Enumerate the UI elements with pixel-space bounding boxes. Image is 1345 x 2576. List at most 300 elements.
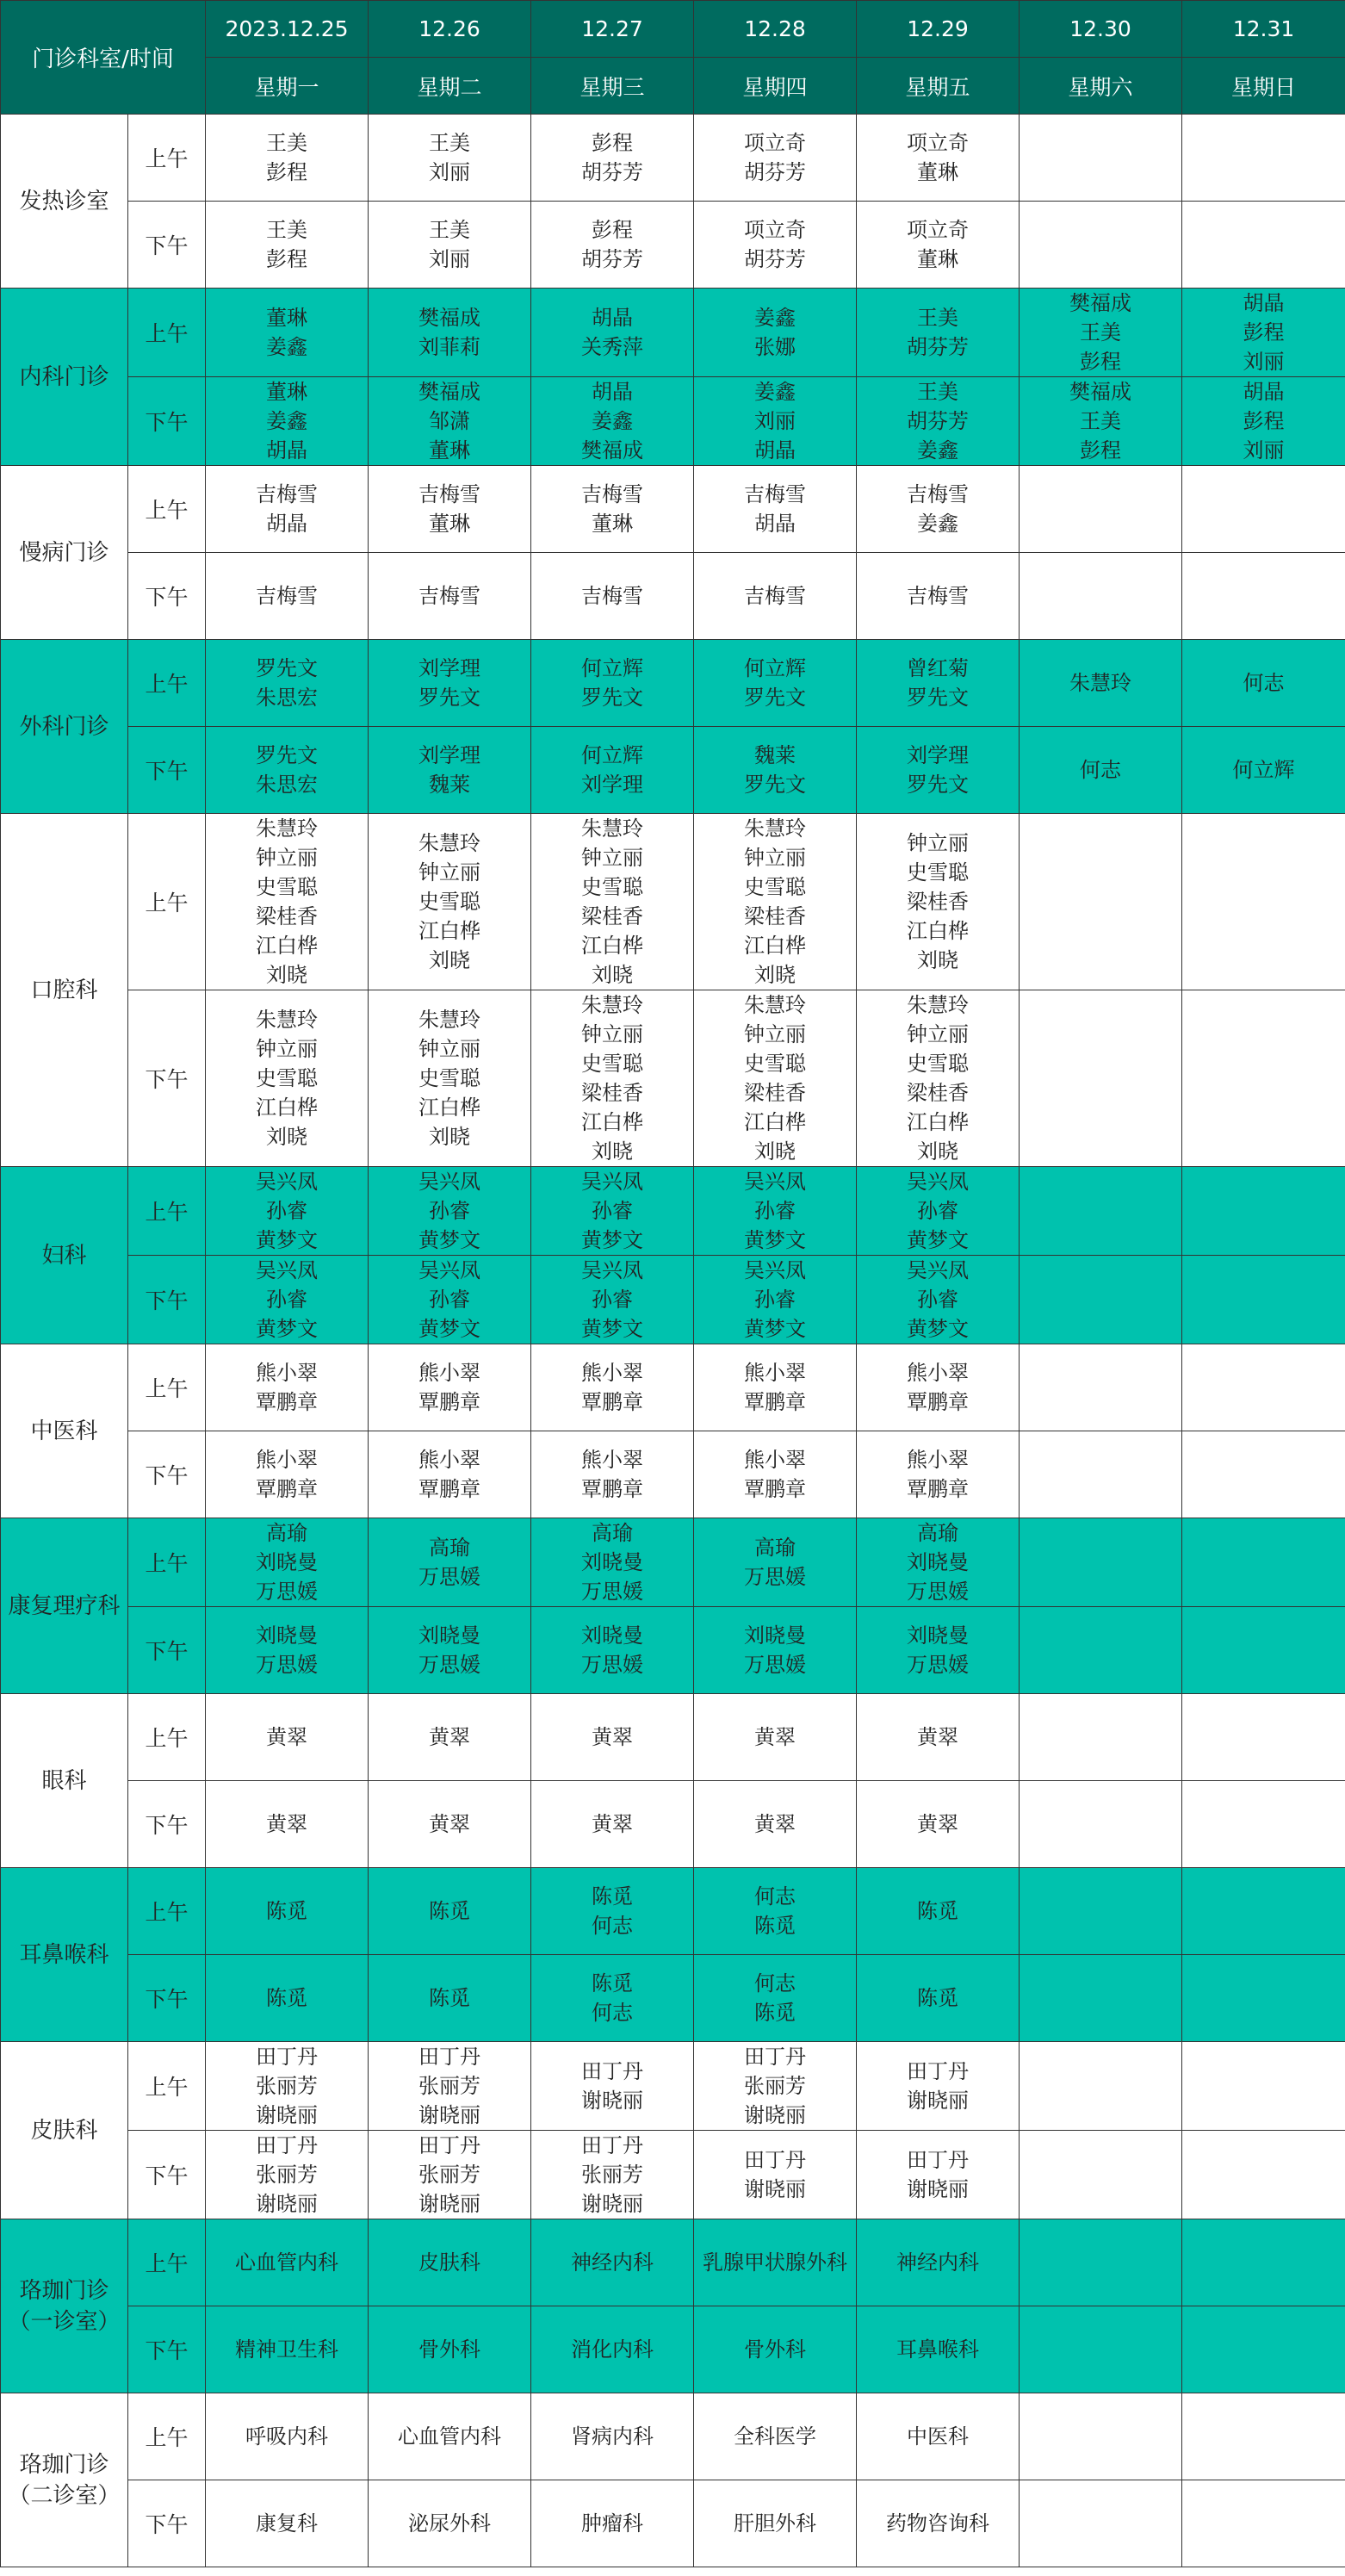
schedule-cell	[369, 727, 531, 814]
schedule-cell	[531, 2042, 694, 2131]
session-label: 下午	[128, 990, 206, 1167]
schedule-cell	[206, 202, 369, 289]
doctor-name: 刘学理	[418, 656, 481, 680]
doctor-name: 刘丽	[429, 160, 471, 184]
schedule-cell	[1182, 202, 1345, 289]
doctor-name: 肝胆外科	[734, 2511, 817, 2536]
department-name: 耳鼻喉科	[1, 1868, 128, 2042]
doctor-name: 熊小翠	[744, 1448, 807, 1472]
doctor-name: 黄翠	[266, 1725, 308, 1749]
schedule-cell	[857, 2131, 1020, 2219]
session-label: 上午	[128, 2219, 206, 2306]
schedule-cell	[694, 202, 857, 289]
schedule-cell	[1182, 2393, 1345, 2480]
schedule-cell	[1020, 2219, 1182, 2306]
doctor-name: 吴兴凤	[744, 1258, 807, 1282]
doctor-name: 樊福成	[581, 438, 644, 462]
doctor-name: 朱思宏	[256, 686, 319, 710]
doctor-name: 钟立丽	[256, 1037, 319, 1061]
session-label: 上午	[128, 1868, 206, 1955]
schedule-cell	[857, 289, 1020, 377]
doctor-name: 神经内科	[896, 2250, 980, 2275]
schedule-cell	[531, 727, 694, 814]
doctor-name: 陈觅	[266, 1986, 308, 2010]
doctor-name: 钟立丽	[581, 1022, 644, 1046]
doctor-name: 覃鹏章	[907, 1477, 970, 1501]
doctor-name: 吴兴凤	[581, 1170, 644, 1194]
schedule-cell	[1020, 990, 1182, 1167]
doctor-name: 胡芬芳	[907, 409, 970, 433]
session-label: 下午	[128, 1607, 206, 1694]
header-date: 2023.12.25	[206, 1, 369, 58]
doctor-name: 万思媛	[907, 1580, 970, 1604]
doctor-name: 史雪聪	[907, 1052, 970, 1076]
header-weekday: 星期二	[369, 58, 531, 115]
doctor-name: 高瑜	[917, 1521, 959, 1545]
doctor-name: 董琳	[266, 306, 308, 330]
doctor-name: 曾红菊	[907, 656, 970, 680]
schedule-cell	[1182, 1955, 1345, 2042]
schedule-cell	[694, 2131, 857, 2219]
schedule-cell	[1182, 2131, 1345, 2219]
schedule-cell	[369, 1431, 531, 1518]
schedule-cell	[1020, 115, 1182, 202]
schedule-cell	[857, 727, 1020, 814]
schedule-cell	[531, 814, 694, 990]
doctor-name: 覃鹏章	[744, 1477, 807, 1501]
doctor-name: 孙睿	[266, 1199, 308, 1223]
doctor-name: 万思媛	[418, 1653, 481, 1677]
schedule-cell	[694, 1256, 857, 1344]
schedule-cell	[694, 814, 857, 990]
header-date: 12.29	[857, 1, 1020, 58]
doctor-name: 胡晶	[1243, 291, 1285, 315]
doctor-name: 黄梦文	[256, 1228, 319, 1252]
schedule-cell	[531, 2480, 694, 2567]
doctor-name: 胡芬芳	[907, 335, 970, 359]
doctor-name: 史雪聪	[581, 875, 644, 899]
schedule-cell	[531, 1781, 694, 1868]
schedule-cell	[1020, 1431, 1182, 1518]
schedule-cell	[1020, 553, 1182, 640]
schedule-cell	[206, 990, 369, 1167]
doctor-name: 覃鹏章	[418, 1477, 481, 1501]
doctor-name: 朱慧玲	[418, 1008, 481, 1032]
schedule-cell	[369, 377, 531, 466]
doctor-name: 姜鑫	[754, 380, 796, 404]
header-weekday: 星期四	[694, 58, 857, 115]
schedule-cell	[694, 553, 857, 640]
session-label: 下午	[128, 202, 206, 289]
schedule-cell	[206, 1868, 369, 1955]
schedule-cell	[206, 727, 369, 814]
doctor-name: 覃鹏章	[256, 1390, 319, 1414]
doctor-name: 朱慧玲	[1069, 671, 1132, 695]
doctor-name: 罗先文	[907, 773, 970, 797]
schedule-cell	[857, 1518, 1020, 1607]
schedule-row	[1, 1167, 1345, 1256]
doctor-name: 张丽芳	[256, 2074, 319, 2098]
doctor-name: 万思媛	[256, 1580, 319, 1604]
schedule-cell	[1020, 814, 1182, 990]
schedule-cell	[369, 1694, 531, 1781]
doctor-name: 孙睿	[592, 1288, 634, 1312]
header-weekday: 星期三	[531, 58, 694, 115]
schedule-cell	[1182, 1868, 1345, 1955]
schedule-cell	[1020, 2042, 1182, 2131]
schedule-cell	[206, 1167, 369, 1256]
header-date: 12.31	[1182, 1, 1345, 58]
schedule-row	[1, 990, 1345, 1167]
doctor-name: 史雪聪	[744, 1052, 807, 1076]
doctor-name: 熊小翠	[418, 1448, 481, 1472]
schedule-cell	[531, 2219, 694, 2306]
doctor-name: 史雪聪	[581, 1052, 644, 1076]
session-label: 上午	[128, 1167, 206, 1256]
doctor-name: 董琳	[917, 160, 959, 184]
session-label: 上午	[128, 814, 206, 990]
doctor-name: 刘晓	[917, 1139, 959, 1164]
schedule-cell	[857, 115, 1020, 202]
schedule-cell	[1182, 2219, 1345, 2306]
schedule-cell	[1020, 1607, 1182, 1694]
schedule-cell	[206, 2480, 369, 2567]
schedule-cell	[857, 1607, 1020, 1694]
schedule-cell	[857, 1167, 1020, 1256]
doctor-name: 骨外科	[744, 2337, 807, 2362]
doctor-name: 田丁丹	[256, 2133, 319, 2157]
schedule-row	[1, 1694, 1345, 1781]
schedule-cell	[531, 990, 694, 1167]
doctor-name: 高瑜	[429, 1536, 471, 1560]
schedule-cell	[369, 2306, 531, 2393]
schedule-row	[1, 640, 1345, 727]
doctor-name: 王美	[1080, 320, 1122, 345]
schedule-header	[1, 1, 1345, 115]
schedule-cell	[857, 1868, 1020, 1955]
schedule-cell	[531, 377, 694, 466]
doctor-name: 谢晓丽	[581, 2192, 644, 2216]
doctor-name: 罗先文	[256, 743, 319, 767]
doctor-name: 樊福成	[418, 380, 481, 404]
schedule-cell	[531, 640, 694, 727]
schedule-cell	[531, 2306, 694, 2393]
schedule-cell	[1020, 727, 1182, 814]
doctor-name: 江白桦	[581, 934, 644, 958]
doctor-name: 陈觅	[592, 1884, 634, 1909]
schedule-cell	[369, 1781, 531, 1868]
session-label: 上午	[128, 2042, 206, 2131]
doctor-name: 吉梅雪	[744, 482, 807, 506]
schedule-body	[1, 115, 1345, 2567]
doctor-name: 陈觅	[266, 1899, 308, 1923]
doctor-name: 孙睿	[754, 1199, 796, 1223]
schedule-row	[1, 1344, 1345, 1431]
session-label: 下午	[128, 2131, 206, 2219]
doctor-name: 刘晓曼	[907, 1623, 970, 1648]
doctor-name: 肿瘤科	[581, 2511, 644, 2536]
schedule-cell	[1020, 1344, 1182, 1431]
doctor-name: 樊福成	[1069, 291, 1132, 315]
doctor-name: 刘晓曼	[581, 1623, 644, 1648]
schedule-cell	[369, 2219, 531, 2306]
doctor-name: 吴兴凤	[907, 1170, 970, 1194]
schedule-cell	[694, 1694, 857, 1781]
schedule-cell	[206, 553, 369, 640]
schedule-cell	[1020, 2306, 1182, 2393]
doctor-name: 黄翠	[429, 1812, 471, 1836]
session-label: 上午	[128, 466, 206, 553]
schedule-cell	[531, 1694, 694, 1781]
doctor-name: 全科医学	[734, 2424, 817, 2449]
schedule-row	[1, 289, 1345, 377]
doctor-name: 孙睿	[754, 1288, 796, 1312]
schedule-cell	[1020, 1868, 1182, 1955]
doctor-name: 梁桂香	[907, 1081, 970, 1105]
doctor-name: 黄梦文	[907, 1317, 970, 1341]
session-label: 下午	[128, 1781, 206, 1868]
doctor-name: 梁桂香	[744, 904, 807, 928]
schedule-row	[1, 1955, 1345, 2042]
doctor-name: 胡芬芳	[581, 160, 644, 184]
doctor-name: 彭程	[592, 218, 634, 242]
doctor-name: 覃鹏章	[256, 1477, 319, 1501]
doctor-name: 项立奇	[744, 218, 807, 242]
schedule-cell	[206, 1781, 369, 1868]
schedule-row	[1, 814, 1345, 990]
doctor-name: 泌尿外科	[408, 2511, 492, 2536]
doctor-name: 胡芬芳	[744, 160, 807, 184]
doctor-name: 彭程	[1080, 438, 1122, 462]
doctor-name: 刘丽	[754, 409, 796, 433]
schedule-cell	[857, 640, 1020, 727]
doctor-name: 项立奇	[907, 131, 970, 155]
doctor-name: 刘晓曼	[581, 1550, 644, 1574]
doctor-name: 田丁丹	[581, 2133, 644, 2157]
schedule-cell	[369, 1955, 531, 2042]
doctor-name: 吉梅雪	[418, 482, 481, 506]
doctor-name: 刘学理	[418, 743, 481, 767]
schedule-cell	[694, 640, 857, 727]
schedule-cell	[694, 1167, 857, 1256]
schedule-cell	[1182, 289, 1345, 377]
doctor-name: 彭程	[266, 247, 308, 271]
doctor-name: 朱慧玲	[581, 816, 644, 841]
doctor-name: 刘学理	[581, 773, 644, 797]
doctor-name: 罗先文	[581, 686, 644, 710]
doctor-name: 田丁丹	[256, 2045, 319, 2069]
schedule-cell	[694, 990, 857, 1167]
schedule-cell	[531, 289, 694, 377]
schedule-cell	[1182, 1344, 1345, 1431]
schedule-row	[1, 202, 1345, 289]
doctor-name: 吴兴凤	[418, 1258, 481, 1282]
schedule-cell	[369, 289, 531, 377]
schedule-cell	[369, 466, 531, 553]
doctor-name: 江白桦	[581, 1110, 644, 1134]
schedule-cell	[1020, 2131, 1182, 2219]
header-date: 12.27	[531, 1, 694, 58]
doctor-name: 朱慧玲	[907, 993, 970, 1017]
schedule-cell	[857, 1344, 1020, 1431]
doctor-name: 樊福成	[1069, 380, 1132, 404]
doctor-name: 吉梅雪	[907, 482, 970, 506]
doctor-name: 万思媛	[581, 1653, 644, 1677]
doctor-name: 梁桂香	[581, 1081, 644, 1105]
schedule-cell	[1182, 466, 1345, 553]
schedule-cell	[857, 2042, 1020, 2131]
doctor-name: 朱慧玲	[418, 831, 481, 855]
doctor-name: 康复科	[256, 2511, 319, 2536]
doctor-name: 董琳	[592, 512, 634, 536]
schedule-cell	[369, 640, 531, 727]
doctor-name: 何志	[1243, 671, 1285, 695]
doctor-name: 黄梦文	[581, 1228, 644, 1252]
schedule-cell	[694, 1344, 857, 1431]
doctor-name: 何志	[592, 2001, 634, 2025]
doctor-name: 魏莱	[429, 773, 471, 797]
doctor-name: 覃鹏章	[581, 1390, 644, 1414]
schedule-cell	[1182, 553, 1345, 640]
doctor-name: 谢晓丽	[907, 2177, 970, 2201]
schedule-row	[1, 1256, 1345, 1344]
doctor-name: 邹潇	[429, 409, 471, 433]
schedule-cell	[694, 466, 857, 553]
schedule-cell	[206, 2219, 369, 2306]
schedule-cell	[206, 115, 369, 202]
schedule-cell	[1020, 1955, 1182, 2042]
doctor-name: 姜鑫	[592, 409, 634, 433]
schedule-row	[1, 2306, 1345, 2393]
schedule-cell	[1020, 289, 1182, 377]
schedule-cell	[1182, 1256, 1345, 1344]
doctor-name: 覃鹏章	[418, 1390, 481, 1414]
doctor-name: 姜鑫	[266, 409, 308, 433]
schedule-cell	[1020, 1518, 1182, 1607]
doctor-name: 田丁丹	[744, 2045, 807, 2069]
schedule-cell	[206, 1256, 369, 1344]
schedule-cell	[694, 2306, 857, 2393]
doctor-name: 彭程	[1243, 320, 1285, 345]
doctor-name: 魏莱	[754, 743, 796, 767]
doctor-name: 刘晓曼	[256, 1550, 319, 1574]
doctor-name: 心血管内科	[398, 2424, 502, 2449]
doctor-name: 田丁丹	[907, 2059, 970, 2083]
schedule-cell	[1020, 466, 1182, 553]
doctor-name: 黄翠	[917, 1725, 959, 1749]
schedule-cell	[206, 2042, 369, 2131]
schedule-cell	[369, 1256, 531, 1344]
doctor-name: 张丽芳	[418, 2074, 481, 2098]
schedule-cell	[206, 1607, 369, 1694]
session-label: 上午	[128, 115, 206, 202]
doctor-name: 胡晶	[592, 306, 634, 330]
doctor-name: 熊小翠	[418, 1361, 481, 1385]
doctor-name: 王美	[429, 131, 471, 155]
doctor-name: 钟立丽	[907, 1022, 970, 1046]
doctor-name: 覃鹏章	[907, 1390, 970, 1414]
doctor-name: 胡晶	[592, 380, 634, 404]
schedule-cell	[206, 1518, 369, 1607]
doctor-name: 陈觅	[592, 1971, 634, 1996]
doctor-name: 田丁丹	[907, 2148, 970, 2172]
schedule-cell	[1020, 377, 1182, 466]
doctor-name: 刘晓	[266, 963, 308, 987]
session-label: 上午	[128, 640, 206, 727]
doctor-name: 万思媛	[256, 1653, 319, 1677]
schedule-cell	[1020, 1256, 1182, 1344]
doctor-name: 万思媛	[907, 1653, 970, 1677]
schedule-row	[1, 2393, 1345, 2480]
schedule-cell	[531, 115, 694, 202]
doctor-name: 孙睿	[917, 1288, 959, 1312]
schedule-cell	[369, 2393, 531, 2480]
doctor-name: 万思媛	[581, 1580, 644, 1604]
doctor-name: 罗先文	[744, 773, 807, 797]
doctor-name: 吉梅雪	[744, 584, 807, 608]
schedule-cell	[369, 202, 531, 289]
doctor-name: 江白桦	[744, 1110, 807, 1134]
doctor-name: 黄梦文	[581, 1317, 644, 1341]
doctor-name: 黄翠	[592, 1725, 634, 1749]
doctor-name: 刘晓	[429, 948, 471, 972]
doctor-name: 高瑜	[754, 1536, 796, 1560]
doctor-name: 刘学理	[907, 743, 970, 767]
header-weekday: 星期五	[857, 58, 1020, 115]
doctor-name: 陈觅	[429, 1899, 471, 1923]
doctor-name: 朱慧玲	[744, 993, 807, 1017]
doctor-name: 何立辉	[1232, 758, 1295, 782]
schedule-cell	[694, 1955, 857, 2042]
schedule-cell	[206, 1955, 369, 2042]
doctor-name: 刘晓	[754, 963, 796, 987]
department-name: 慢病门诊	[1, 466, 128, 640]
schedule-cell	[1182, 1607, 1345, 1694]
doctor-name: 董琳	[429, 438, 471, 462]
schedule-cell	[694, 377, 857, 466]
doctor-name: 田丁丹	[418, 2045, 481, 2069]
doctor-name: 刘晓	[592, 1139, 634, 1164]
doctor-name: 谢晓丽	[256, 2192, 319, 2216]
schedule-cell	[857, 2480, 1020, 2567]
header-date: 12.30	[1020, 1, 1182, 58]
session-label: 下午	[128, 727, 206, 814]
doctor-name: 吴兴凤	[256, 1170, 319, 1194]
schedule-row	[1, 553, 1345, 640]
schedule-cell	[206, 1694, 369, 1781]
schedule-cell	[206, 1431, 369, 1518]
doctor-name: 孙睿	[592, 1199, 634, 1223]
doctor-name: 刘晓曼	[907, 1550, 970, 1574]
doctor-name: 覃鹏章	[581, 1477, 644, 1501]
doctor-name: 刘丽	[1243, 438, 1285, 462]
doctor-name: 熊小翠	[256, 1361, 319, 1385]
doctor-name: 刘晓	[266, 1125, 308, 1149]
schedule-cell	[857, 1694, 1020, 1781]
doctor-name: 黄梦文	[907, 1228, 970, 1252]
header-corner: 门诊科室/时间	[1, 1, 206, 115]
doctor-name: 史雪聪	[418, 1066, 481, 1090]
doctor-name: 胡芬芳	[744, 247, 807, 271]
schedule-cell	[857, 990, 1020, 1167]
schedule-cell	[1182, 2480, 1345, 2567]
schedule-cell	[1182, 1518, 1345, 1607]
doctor-name: 朱慧玲	[581, 993, 644, 1017]
doctor-name: 高瑜	[266, 1521, 308, 1545]
doctor-name: 陈觅	[754, 2001, 796, 2025]
schedule-cell	[1020, 1167, 1182, 1256]
schedule-cell	[694, 1868, 857, 1955]
